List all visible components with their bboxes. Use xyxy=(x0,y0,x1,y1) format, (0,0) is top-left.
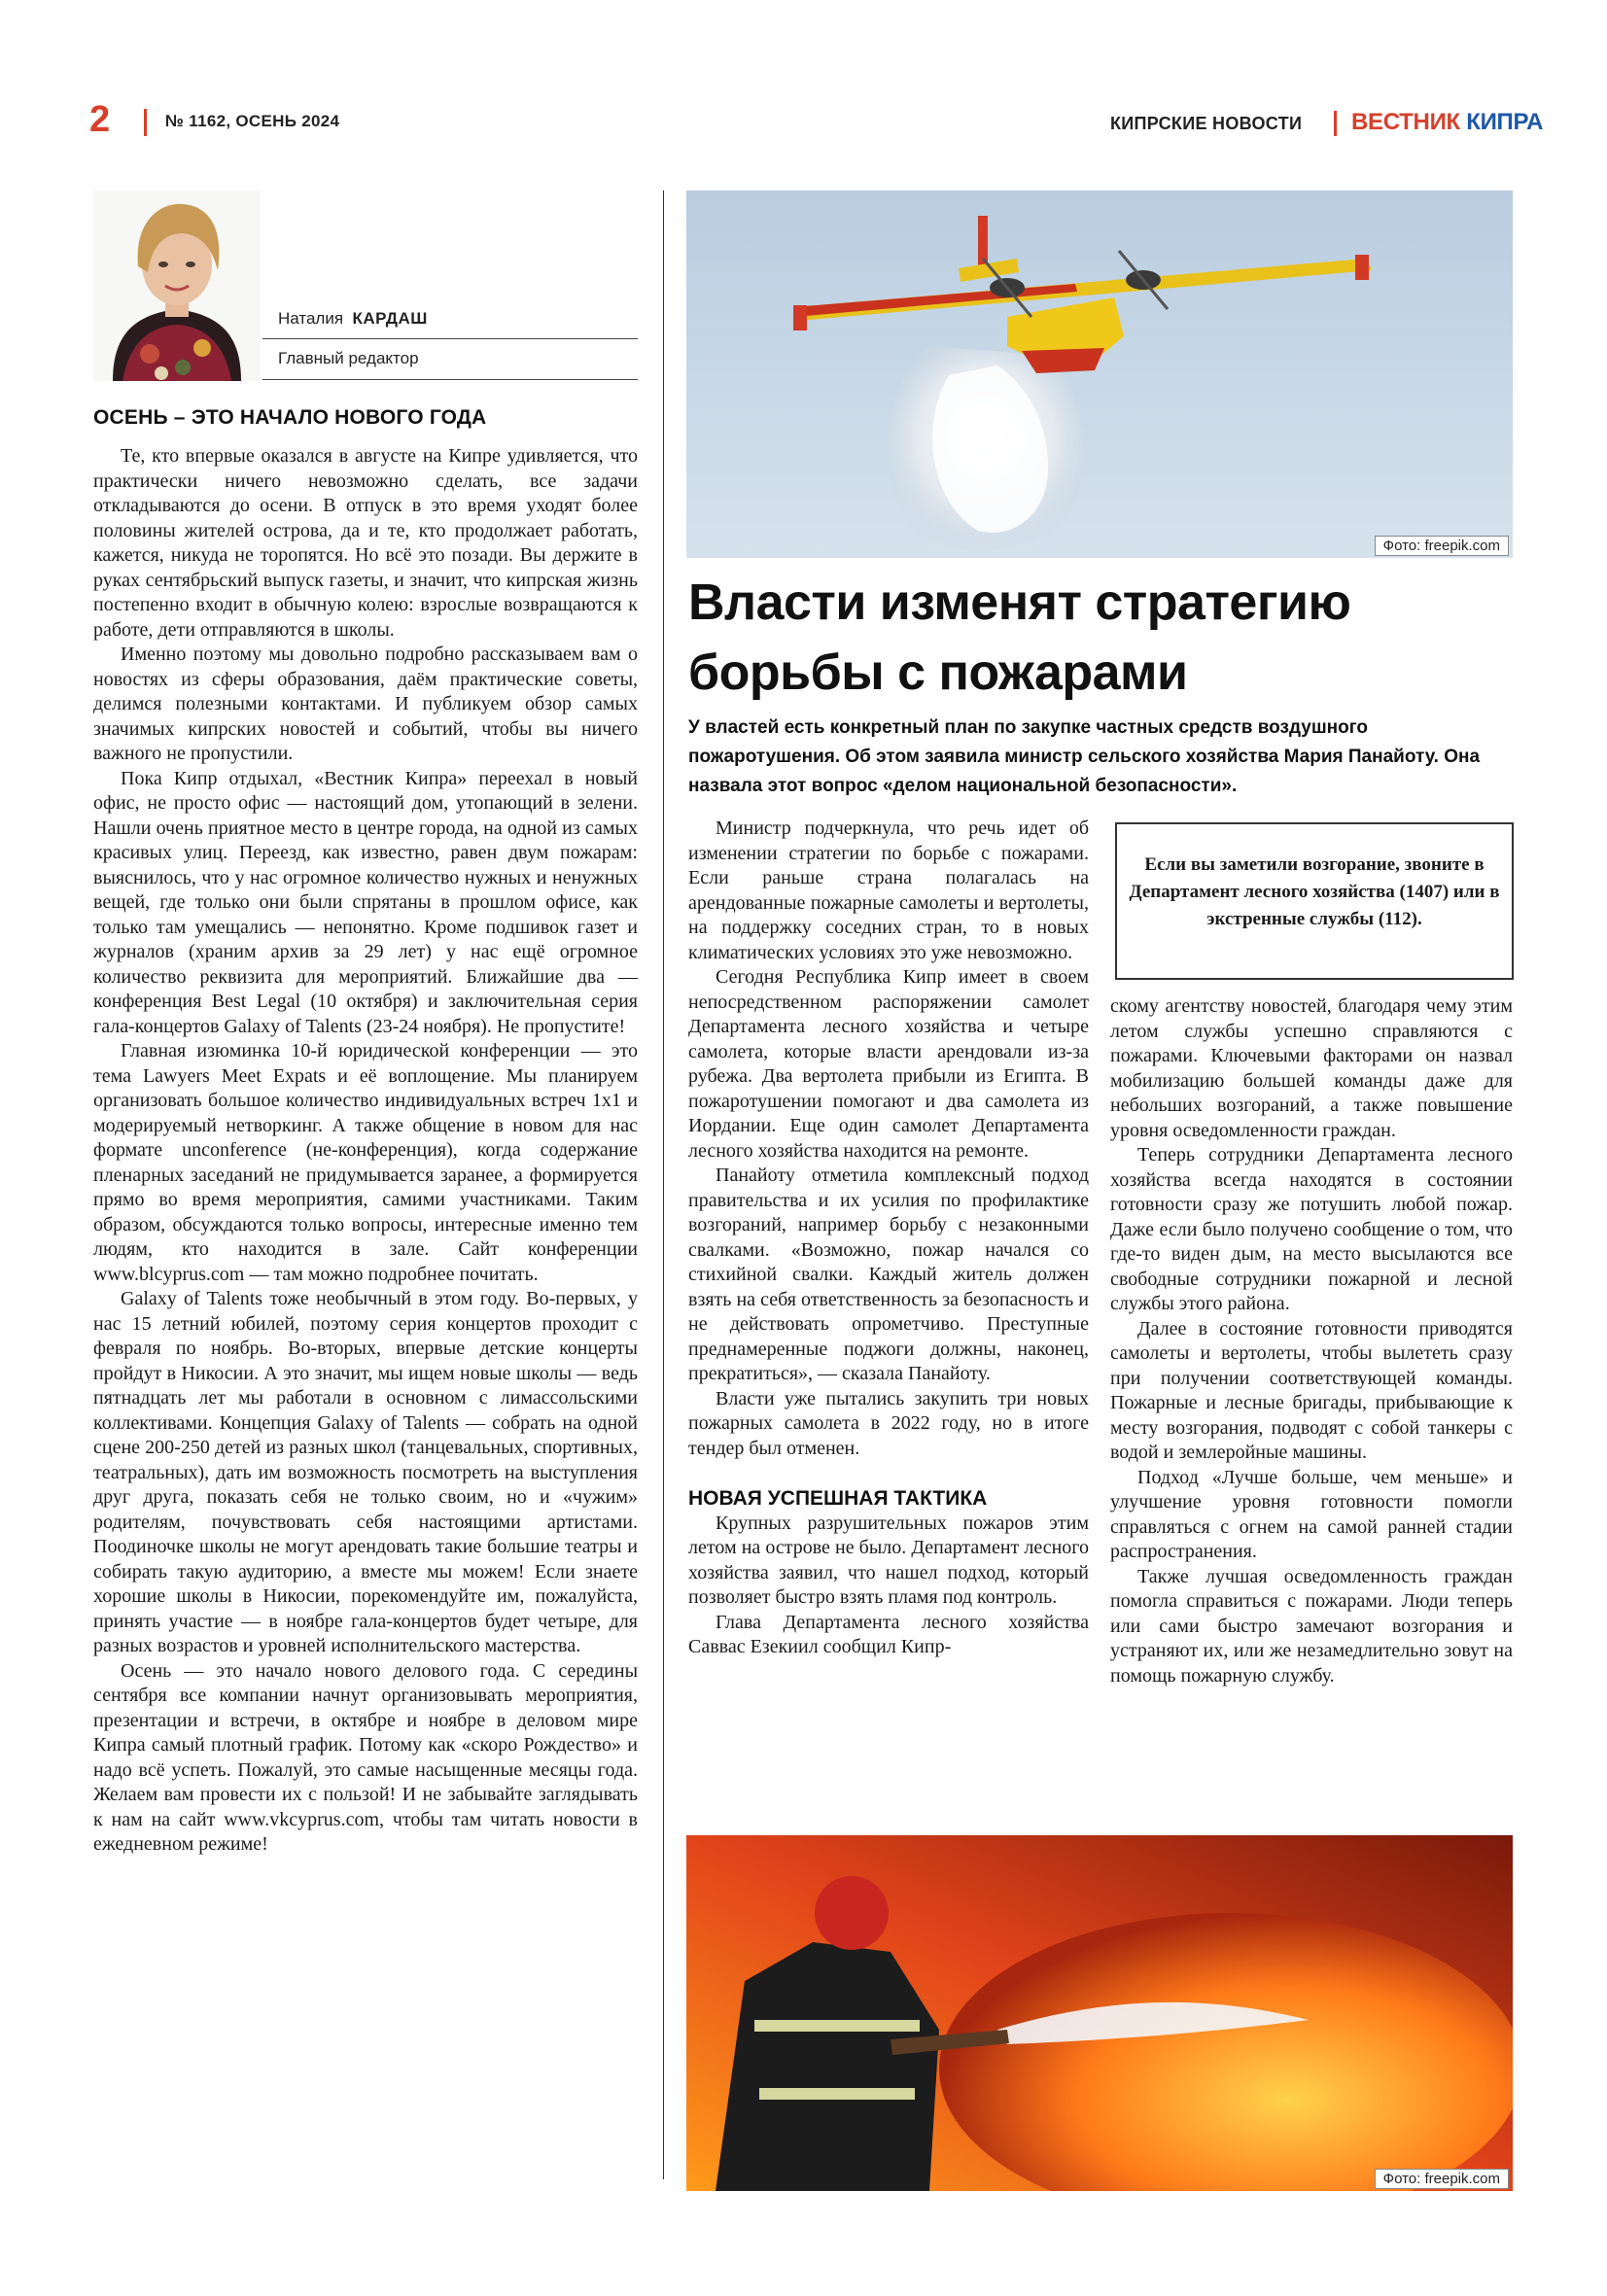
author-divider xyxy=(262,379,638,380)
article-column-1 xyxy=(688,817,1089,1660)
paragraph: Глава Департамента лесного хозяйства Саввас Езекиил сообщил Кипр- xyxy=(688,1611,1089,1657)
paragraph: Именно поэтому мы довольно подробно рассказываем вам о новостях из сферы образования, даём практические советы, делимся полезными контактами. И публикуем обзор самых значимых кипрских новостей и событий, чтобы вы ничего важного не пропустили. xyxy=(93,644,638,764)
author-photo xyxy=(93,191,261,381)
paragraph: Сегодня Республика Кипр имеет в своем непосредственном распоряжении самолет Департамента лесного хозяйства и четыре самолета, которые власти арендовали из-за рубежа. Два вертолета прибыли из Египта. В пожаротушении помогают и два самолета из Иордании. Еще один самолет Департамента лесного хозяйства находится на ремонте. xyxy=(688,966,1089,1162)
paragraph: Galaxy of Talents тоже необычный в этом году. Во-первых, у нас 15 летний юбилей, поэтому серия концертов проходит с февраля по ноябрь. Во-вторых, впервые детские концерты пройдут в Никосии. А это значит, мы ищем новые школы — ведь пятнадцать лет мы работали в основном с лимассольскими коллективами. Концепция Galaxy of Talents — собрать на одной сцене 200-250 детей из разных школ (танцевальных, спортивных, театральных), дать им возможность посмотреть на выступления друг друга, показать себя не только своим, но и «чужим» родителям, почувствовать себя настоящими артистами. Поодиночке школы не могут арендовать такие большие театры и собирать такую аудиторию, а вместе мы можем! Если знаете хорошие школы в Никосии, порекомендуйте им, пожалуйста, принять участие — в ноябре гала-концертов будет четыре, для разных возрастов и уровней исполнительского мастерства. xyxy=(93,1288,638,1656)
paragraph: Подход «Лучше больше, чем меньше» и улучшение уровня готовности помогли справляться с огнем на самой ранней стадии распространения. xyxy=(1110,1466,1513,1562)
firefighter-photo xyxy=(686,1835,1513,2191)
brand-part-2: КИПРА xyxy=(1466,109,1544,135)
header-divider xyxy=(1334,111,1337,136)
author-name xyxy=(278,309,428,329)
article-lead: У властей есть конкретный план по закупке частных средств воздушного пожаротушения. Об этом заявила министр сельского хозяйства Мария Панайоту. Она назвала этот вопрос «делом национальной безопасности». xyxy=(688,717,1481,796)
paragraph: Также лучшая осведомленность граждан помогла справиться с пожарами. Люди теперь или сами быстро замечают возгорания и устраняют их, или же незамедлительно зовут на помощь пожарную службу. xyxy=(1110,1565,1513,1687)
photo-credit: Фото: freepik.com xyxy=(1375,2169,1509,2189)
photo-credit: Фото: freepik.com xyxy=(1375,536,1509,556)
editorial-body xyxy=(93,444,638,1858)
paragraph: Осень — это начало нового делового года. С середины сентября все компании начнут организовывать мероприятия, презентации и встречи, в октябре и ноябре в деловом мире Кипра самый плотный график. Потому как «скоро Рождество» и надо всё успеть. Пожалуй, это самые насыщенные месяцы года. Желаем вам провести их с пользой! И не забывайте заглядывать к нам на сайт www.vkcyprus.com, чтобы там читать новости в ежедневном режиме! xyxy=(93,1659,638,1855)
firefighting-plane-photo xyxy=(686,191,1513,558)
paragraph: Главная изюминка 10-й юридической конференции — это тема Lawyers Meet Expats и её воплощение. Мы планируем организовать большое количество индивидуальных встреч 1х1 и модерируемый нетворкинг. А также общение в новом для нас формате unconference (не-конференция), когда содержание пленарных заседаний не придумывается заранее, а формируется прямо во время мероприятия, самими участниками. Таким образом, обсуждаются только вопросы, интересные именно тем людям, кто находится в зале. Сайт конференции www.blcyprus.com — там можно подробнее почитать. xyxy=(93,1040,638,1285)
paragraph: Далее в состояние готовности приводятся самолеты и вертолеты, чтобы вылететь сразу при получении соответствующей команды. Пожарные и лесные бригады, прибывающие к месту возгорания, подводят с собой танкеры с водой и землеройные машины. xyxy=(1110,1317,1513,1463)
paragraph: Крупных разрушительных пожаров этим летом на острове не было. Департамент лесного хозяйства заявил, что нашел подход, который позволяет быстро взять пламя под контроль. xyxy=(688,1512,1089,1608)
author-divider xyxy=(262,338,638,339)
brand-logo xyxy=(1351,109,1543,136)
author-last-name: КАРДАШ xyxy=(352,309,428,328)
column-divider xyxy=(663,191,664,2179)
author-role: Главный редактор xyxy=(278,349,419,367)
article-column-2 xyxy=(1110,994,1513,1688)
section-name: КИПРСКИЕ НОВОСТИ xyxy=(1110,114,1303,133)
paragraph: скому агентству новостей, благодаря чему этим летом службы успешно справляются с пожарами. Ключевыми факторами он назвал мобилизацию большей команды даже для небольших возгораний, а также повышение уровня осведомленности граждан. xyxy=(1110,995,1513,1141)
paragraph: Пока Кипр отдыхал, «Вестник Кипра» переехал в новый офис, не просто офис — настоящий дом, утопающий в зелени. Нашли очень приятное место в центре города, на одной из самых красивых улиц. Переезд, как известно, равен двум пожарам: выяснилось, что у нас огромное количество нужных и ненужных вещей, где только они были спрятаны в прошлом офисе, как только там умещались — непонятно. Кроме подшивок газет и журналов (храним архив за 29 лет) у нас ещё огромное количество реквизита для мероприятий. Ближайшие два — конференция Best Legal (10 октября) и заключительная серия гала-концертов Galaxy of Talents (23-24 ноября). Не пропустите! xyxy=(93,767,638,1037)
header-divider xyxy=(144,109,147,136)
paragraph: Власти уже пытались закупить три новых пожарных самолета в 2022 году, но в итоге тендер был отменен. xyxy=(688,1387,1089,1459)
article-headline: Власти изменят стратегию борьбы с пожарами xyxy=(688,574,1351,701)
page-number: 2 xyxy=(89,99,111,140)
emergency-callout: Если вы заметили возгорание, звоните в Департамент лесного хозяйства (1407) или в экстренные службы (112). xyxy=(1115,822,1514,980)
paragraph: Теперь сотрудники Департамента лесного хозяйства всегда находятся в состоянии готовности сразу же потушить любой пожар. Даже если было получено сообщение о том, что где-то виден дым, на место высылаются все свободные сотрудники пожарной и лесной службы этого района. xyxy=(1110,1144,1513,1314)
article-subheading: НОВАЯ УСПЕШНАЯ ТАКТИКА xyxy=(688,1487,988,1510)
paragraph: Панайоту отметила комплексный подход правительства и их усилия по профилактике возгораний, например борьбу с незаконными свалками. «Возможно, пожар начался со стихийной свалки. Каждый житель должен взять на себя ответственность за безопасность и не действовать опрометчиво. Преступные преднамеренные поджоги должны, наконец, прекратиться», — сказала Панайоту. xyxy=(688,1165,1089,1384)
editorial-title: ОСЕНЬ – ЭТО НАЧАЛО НОВОГО ГОДА xyxy=(93,406,487,429)
issue-info: № 1162, ОСЕНЬ 2024 xyxy=(165,112,340,130)
paragraph: Те, кто впервые оказался в августе на Кипре удивляется, что практически ничего невозможно сделать, все задачи откладываются до осени. В отпуск в это время уходят более половины жителей острова, да и те, кто продолжает работать, кажется, никуда не торопятся. Но всё это позади. Вы держите в руках сентябрьский выпуск газеты, и значит, что кипрская жизнь постепенно входит в обычную колею: взрослые возвращаются к работе, дети отправляются в школы. xyxy=(93,445,638,641)
author-first-name: Наталия xyxy=(278,309,344,328)
brand-part-1: ВЕСТНИК xyxy=(1351,109,1460,135)
paragraph: Министр подчеркнула, что речь идет об изменении стратегии по борьбе с пожарами. Если раньше страна полагалась на арендованные пожарные самолеты и вертолеты, на поддержку соседних стран, то в новых климатических условиях это уже невозможно. xyxy=(688,818,1089,963)
